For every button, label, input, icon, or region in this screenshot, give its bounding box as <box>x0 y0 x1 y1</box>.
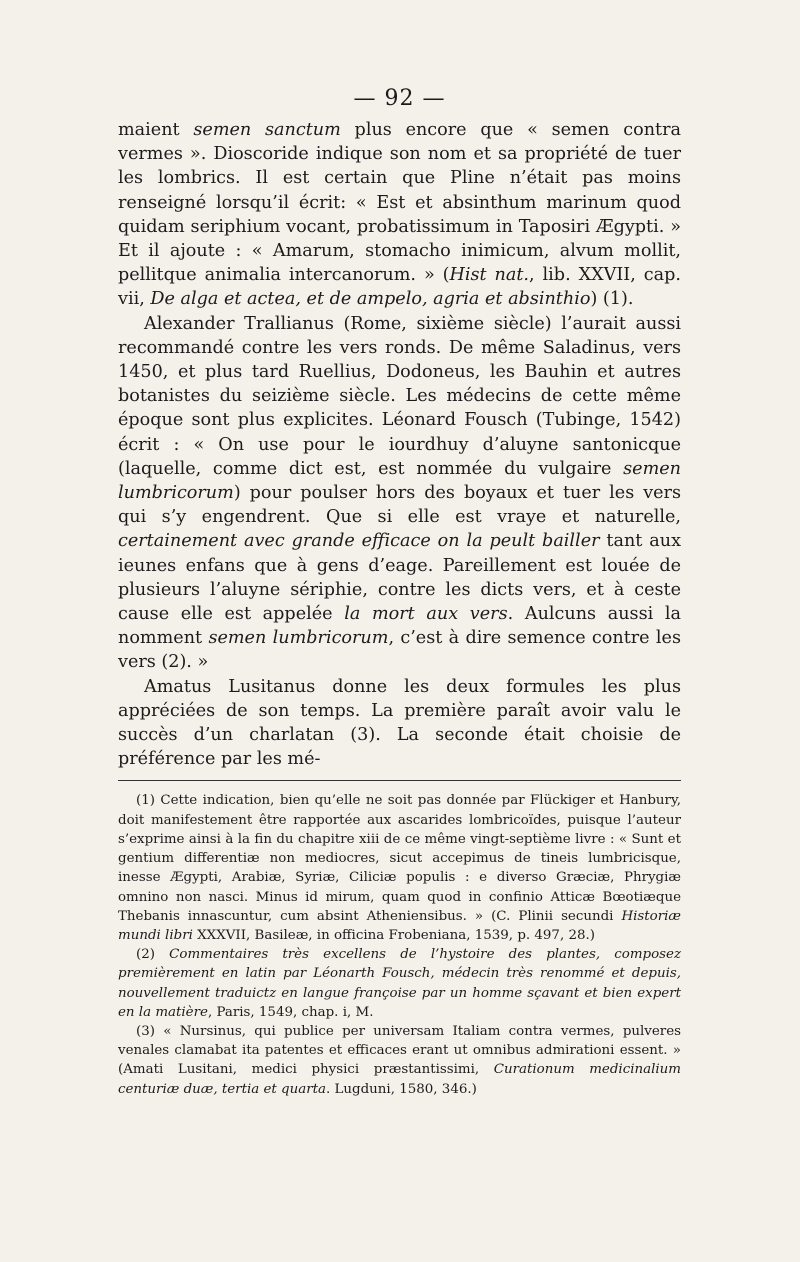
text-span: (3) « Nursinus, qui publice per universam Italiam contra vermes, pulveres venales clamabat ita patentes et efficaces erant ut omnibus admirationi essent. » (Amati Lusitani, medici physici præstantissimi, <box>118 1023 681 1078</box>
footnote-1 <box>118 791 681 945</box>
italic-span: Curationum medicinalium centuriæ duæ, tertia et quarta <box>118 1062 681 1097</box>
italic-span: certainement avec grande efficace on la peult bailler <box>118 531 600 552</box>
italic-span: semen lumbricorum <box>118 458 681 504</box>
italic-span: la mort aux vers <box>344 604 508 625</box>
text-span: (1) Cette indication, bien qu’elle ne soit pas donnée par Flückiger et Hanbury, doit manifestement être rapportée aux ascarides lombricoïdes, puisque l’auteur s’exprime ainsi à la fin du chapitre xiii de ce même vingt-septième livre : « Sunt et gentium differentiæ non mediocres, sicut accepimus de tineis lumbricisque, inesse Ægypti, Arabiæ, Syriæ, Ciliciæ populis : e diverso Græciæ, Phrygiæ omnino non nasci. Minus id mirum, quam quod in confinio Atticæ Bœotiæque Thebanis innascuntur, cum absint Atheniensibus. » (C. Plinii secundi <box>118 793 681 924</box>
footnote-rule <box>118 780 681 781</box>
italic-span: semen lumbricorum <box>208 628 389 649</box>
italic-span: Commentaires très excellens de l’hystoire des plantes, composez premièrement en latin par Léonarth Fousch, médecin très renommé et depuis, nouvellement traduictz en langue françoise par un homme sçavant et bien expert en la matière <box>118 947 681 1020</box>
text-span: tant aux ieunes enfans que à gens d’eage. Pareillement est louée de plusieurs l’aluyne sériphie, contre les dicts vers, et à ceste cause elle est appelée <box>118 531 682 625</box>
text-span: XXXVII, Basileæ, in officina Frobeniana, 1539, p. 497, 28.) <box>192 927 595 943</box>
text-span: Amatus Lusitanus donne les deux formules les plus appréciées de son temps. La première paraît avoir valu le succès d’un charlatan (3). La seconde était choisie de préférence par les mé- <box>118 676 681 770</box>
italic-span: De alga et actea, et de ampelo, agria et absinthio <box>150 289 591 310</box>
text-span: , Paris, 1549, chap. i, M. <box>207 1004 374 1020</box>
text-span: , lib. XXVII, cap. vii, <box>118 265 681 310</box>
paragraph-3 <box>118 675 681 772</box>
page <box>118 84 681 1099</box>
italic-span: semen sanctum <box>193 120 341 140</box>
main-text <box>118 118 681 771</box>
footnote-3 <box>118 1022 681 1099</box>
footnote-2 <box>118 945 681 1022</box>
paragraph-2 <box>118 312 681 675</box>
text-span: ) (1). <box>590 289 634 310</box>
text-span: . Aulcuns aussi la nomment <box>118 604 682 649</box>
paragraph-1 <box>118 118 681 312</box>
text-span: (2) <box>136 947 170 963</box>
italic-span: Historiæ mundi libri <box>118 908 681 943</box>
text-span: . Lugduni, 1580, 346.) <box>326 1081 477 1097</box>
text-span: maient <box>118 120 194 140</box>
text-span: ) pour poulser hors des boyaux et tuer les vers qui s’y engendrent. Que si elle est vraye et naturelle, <box>118 483 681 528</box>
text-span: , c’est à dire semence contre les vers (2). » <box>118 628 681 673</box>
text-span: Alexander Trallianus (Rome, sixième siècle) l’aurait aussi recommandé contre les vers ronds. De même Saladinus, vers 1450, et plus tard Ruellius, Dodoneus, les Bauhin et autres botanistes du seizième siècle. Les médecins de cette même époque sont plus explicites. Léonard Fousch (Tubinge, 1542) écrit : « On use pour le iourdhuy d’aluyne santonicque (laquelle, comme dict est, est nommée du vulgaire <box>118 313 681 479</box>
page-number: — 92 — <box>353 86 446 111</box>
text-span: plus encore que « semen contra vermes ». Dioscoride indique son nom et sa propriété de tuer les lombrics. Il est certain que Pline n’était pas moins renseigné lorsqu’il écrit: « Est et absinthum marinum quod quidam seriphium vocant, probatissimum in Taposiri Ægypti. » Et il ajoute : « Amarum, stomacho inimicum, alvum mollit, pellitque animalia intercanorum. » ( <box>118 120 681 286</box>
italic-span: Hist nat. <box>449 265 530 286</box>
footnotes <box>118 791 681 1098</box>
